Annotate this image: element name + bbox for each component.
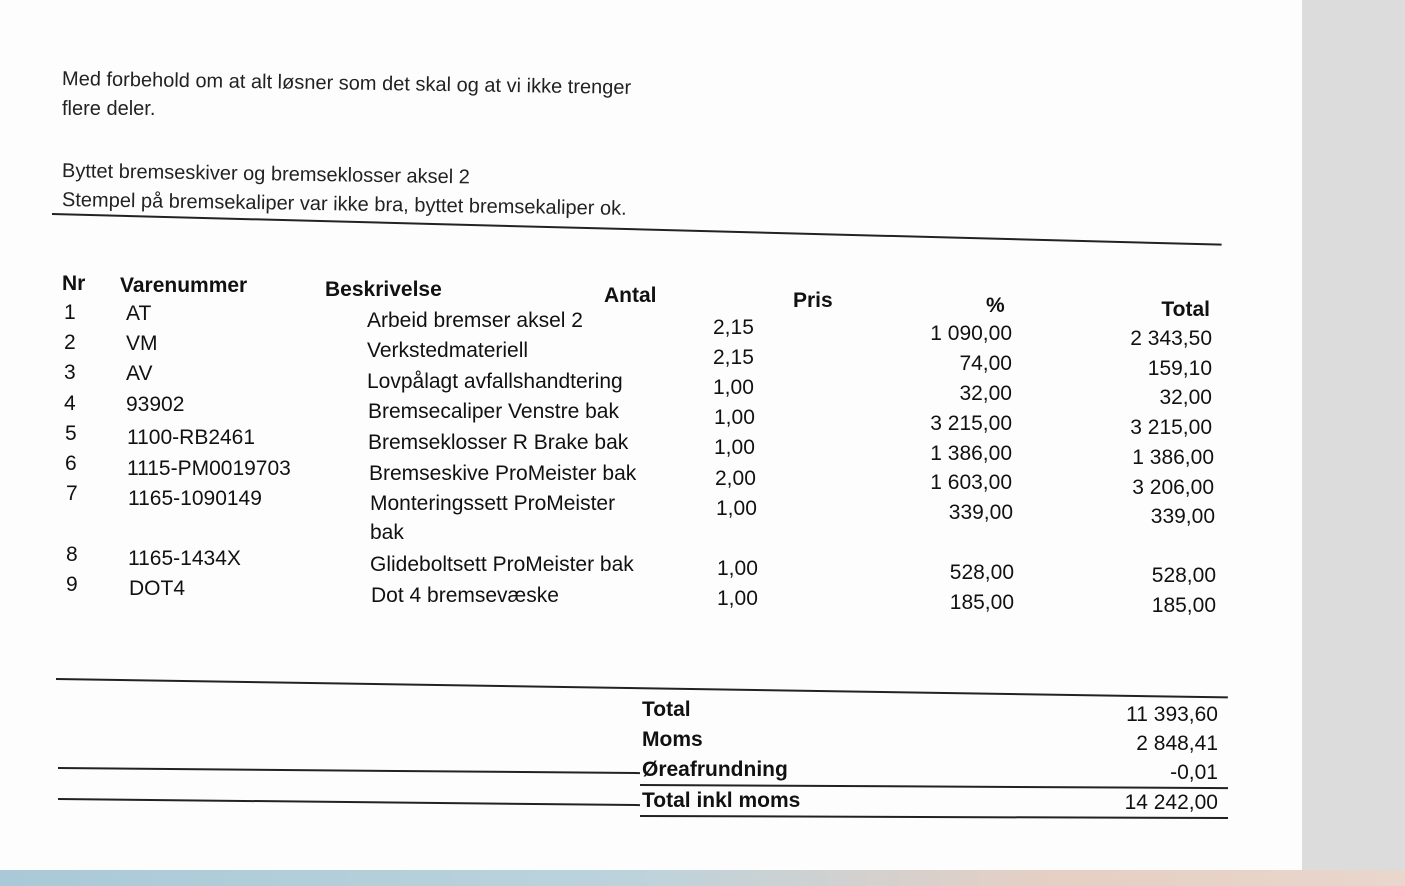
cell-pris: 1 603,00: [930, 471, 1012, 494]
cell-total: 339,00: [1150, 505, 1215, 528]
divider-line-bottom: [640, 815, 1228, 819]
header-antal: Antal: [604, 284, 657, 307]
cell-beskrivelse: Monteringssett ProMeister: [370, 492, 616, 515]
cell-varenummer: DOT4: [129, 577, 186, 600]
cell-varenummer: 1115-PM0019703: [127, 457, 291, 480]
cell-antal: 1,00: [714, 406, 755, 429]
summary-grand-total-label: Total inkl moms: [642, 789, 801, 812]
cell-varenummer: 1165-1434X: [128, 547, 241, 570]
cell-pris: 1 090,00: [930, 322, 1012, 345]
cell-nr: 3: [64, 361, 76, 384]
cell-antal: 1,00: [717, 587, 758, 610]
cell-antal: 2,15: [713, 346, 754, 369]
cell-varenummer: VM: [126, 332, 158, 355]
cell-beskrivelse: Dot 4 bremsevæske: [371, 584, 559, 607]
cell-beskrivelse: Arbeid bremser aksel 2: [367, 309, 583, 332]
cell-antal: 1,00: [717, 557, 758, 580]
cell-total: 1 386,00: [1132, 446, 1214, 469]
cell-antal: 2,15: [713, 316, 754, 339]
cell-nr: 8: [66, 543, 78, 566]
cell-pris: 3 215,00: [930, 412, 1012, 435]
cell-pris: 32,00: [959, 382, 1012, 405]
clipped-header-fragment: [60, 0, 66, 11]
cell-antal: 2,00: [715, 467, 756, 490]
summary-moms-label: Moms: [642, 728, 703, 751]
cell-nr: 1: [64, 301, 76, 324]
note-disclaimer: Med forbehold om at alt løsner som det skal og at vi ikke trenger: [61, 68, 632, 99]
header-nr: Nr: [62, 272, 86, 295]
cell-nr: 2: [64, 331, 76, 354]
divider-line-top: [52, 213, 1222, 246]
cell-beskrivelse: Bremsecaliper Venstre bak: [368, 400, 619, 423]
header-total: Total: [1161, 298, 1210, 321]
cell-nr: 9: [66, 573, 78, 596]
note-work-done: Byttet bremseskiver og bremseklosser aksel 2: [61, 160, 471, 189]
cell-total: 528,00: [1151, 564, 1216, 587]
cell-nr: 4: [64, 392, 76, 415]
cell-beskrivelse-cont: bak: [370, 521, 404, 544]
cell-varenummer: 1165-1090149: [128, 487, 262, 510]
summary-moms-value: 2 848,41: [1136, 732, 1218, 755]
cell-total: 159,10: [1147, 357, 1212, 380]
cell-pris: 74,00: [959, 352, 1012, 375]
divider-line-left-short: [58, 767, 640, 774]
header-beskrivelse: Beskrivelse: [325, 278, 442, 301]
cell-varenummer: AT: [126, 302, 152, 325]
cell-antal: 1,00: [714, 436, 755, 459]
cell-beskrivelse: Bremseklosser R Brake bak: [368, 431, 629, 454]
cell-pris: 528,00: [949, 561, 1014, 584]
summary-rounding-value: -0,01: [1170, 761, 1218, 784]
cell-varenummer: AV: [126, 362, 153, 385]
cell-pris: 1 386,00: [930, 442, 1012, 465]
cell-beskrivelse: Glideboltsett ProMeister bak: [370, 553, 634, 576]
cell-nr: 6: [65, 452, 77, 475]
cell-beskrivelse: Bremseskive ProMeister bak: [369, 462, 637, 485]
cell-antal: 1,00: [716, 497, 757, 520]
cell-pris: 185,00: [949, 591, 1014, 614]
cell-beskrivelse: Verkstedmateriell: [367, 339, 529, 362]
divider-line-summary: [56, 678, 1228, 698]
cell-total: 3 206,00: [1132, 476, 1214, 499]
cell-antal: 1,00: [713, 376, 754, 399]
cell-total: 185,00: [1151, 594, 1216, 617]
cell-pris: 339,00: [948, 501, 1013, 524]
summary-rounding-label: Øreafrundning: [642, 758, 788, 781]
note-disclaimer-cont: flere deler.: [62, 98, 156, 120]
header-pris: Pris: [793, 289, 833, 312]
header-percent: %: [986, 294, 1005, 317]
summary-total-value: 11 393,60: [1126, 703, 1218, 726]
cell-beskrivelse: Lovpålagt avfallshandtering: [367, 370, 623, 393]
cell-total: 3 215,00: [1130, 416, 1212, 439]
cell-varenummer: 93902: [126, 393, 185, 416]
header-varenummer: Varenummer: [120, 274, 248, 297]
note-caliper: Stempel på bremsekaliper var ikke bra, byttet bremsekaliper ok.: [61, 189, 627, 220]
cell-total: 32,00: [1159, 386, 1212, 409]
cell-nr: 5: [65, 422, 77, 445]
taskbar-strip: [0, 870, 1405, 886]
summary-total-label: Total: [642, 698, 691, 721]
divider-line-left-grand: [58, 798, 640, 806]
viewer-margin: [1302, 0, 1405, 870]
cell-total: 2 343,50: [1130, 327, 1212, 350]
cell-varenummer: 1100-RB2461: [127, 426, 256, 449]
summary-grand-total-value: 14 242,00: [1124, 791, 1218, 814]
cell-nr: 7: [66, 482, 78, 505]
